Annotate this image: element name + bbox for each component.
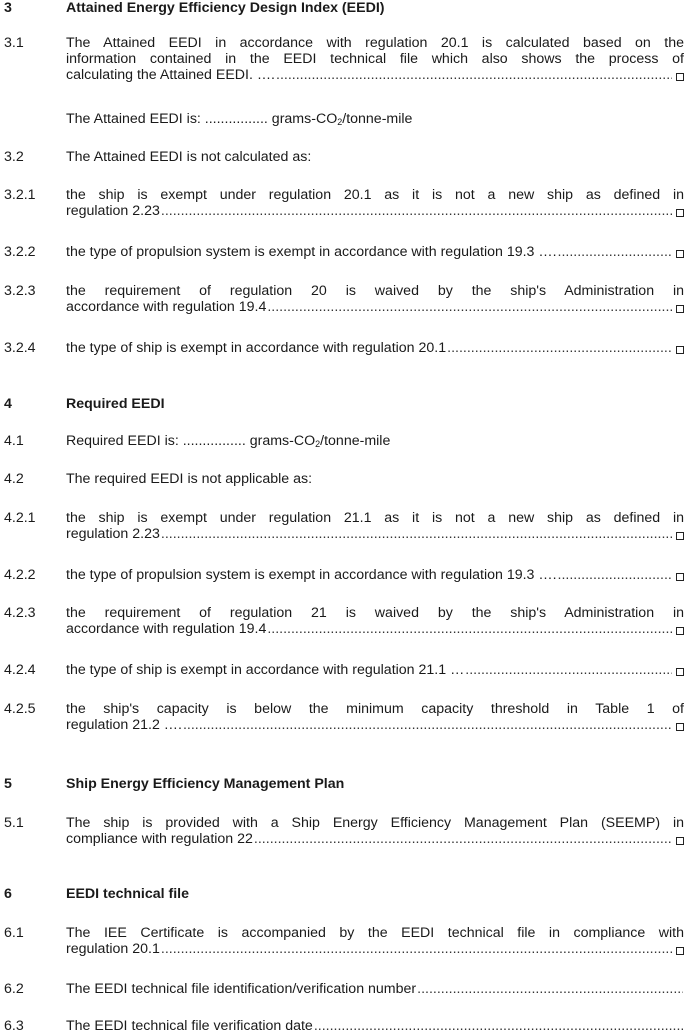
checkbox[interactable] [676,668,684,676]
item-text-line: The Attained EEDI in accordance with regulation 20.1 is calculated based on the [66,35,684,51]
item-number: 4.2.2 [4,567,36,583]
section-number: 5 [4,776,12,792]
item-text-line: regulation 2.23 [66,526,160,542]
checkbox[interactable] [676,209,684,217]
item-text: The required EEDI is not applicable as: [66,471,313,487]
item-number: 4.2 [4,471,24,487]
section-title: Required EEDI [66,396,165,412]
checkbox[interactable] [676,627,684,635]
checkbox[interactable] [676,532,684,540]
checkbox[interactable] [676,250,684,258]
item-number: 3.2.1 [4,187,36,203]
checkbox[interactable] [676,346,684,354]
section-number: 3 [4,0,12,16]
item-number: 6.2 [4,981,24,997]
item-text-line: accordance with regulation 19.4 [66,299,267,315]
item-number: 3.2.3 [4,283,36,299]
item-text-line: the ship's capacity is below the minimum capacity threshold in Table 1 of [66,701,684,717]
item-text: The EEDI technical file verification date [66,1018,313,1034]
item-text: the type of propulsion system is exempt in accordance with regulation 19.3 …. [66,244,557,260]
item-number: 3.2.2 [4,244,36,260]
item-text-line: accordance with regulation 19.4 [66,621,267,637]
item-number: 3.1 [4,35,24,51]
item-text-line: The ship is provided with a Ship Energy Efficiency Management Plan (SEEMP) in [66,815,684,831]
item-number: 4.2.5 [4,701,36,717]
checkbox[interactable] [676,837,684,845]
section-title: Ship Energy Efficiency Management Plan [66,776,345,792]
item-text-line: calculating the Attained EEDI. …. [66,67,275,83]
item-text: the type of ship is exempt in accordance with regulation 20.1 [66,340,447,356]
subscript: 2 [315,439,321,449]
item-text-line: the requirement of regulation 21 is waived by the ship's Administration in [66,605,684,621]
subscript: 2 [337,117,343,127]
item-text-line: the ship is exempt under regulation 20.1 as it is not a new ship as defined in [66,187,684,203]
item-text-line: regulation 20.1 [66,941,160,957]
item-number: 6.3 [4,1018,24,1034]
checkbox[interactable] [676,305,684,313]
item-text: the type of ship is exempt in accordance with regulation 21.1 … [66,662,465,678]
item-text-line: information contained in the EEDI technical file which also shows the process of [66,51,684,67]
item-number: 4.2.4 [4,662,36,678]
item-number: 4.1 [4,433,24,449]
value-label: Required EEDI is: ................ grams-CO [66,433,316,449]
item-text-line: regulation 2.23 [66,203,160,219]
item-number: 5.1 [4,815,24,831]
checkbox[interactable] [676,573,684,581]
item-number: 4.2.1 [4,510,36,526]
item-number: 3.2.4 [4,340,36,356]
value-unit: /tonne-mile [342,111,413,127]
item-text-line: the ship is exempt under regulation 21.1 as it is not a new ship as defined in [66,510,684,526]
value-unit: /tonne-mile [320,433,391,449]
item-number: 6.1 [4,925,24,941]
item-text-line: regulation 21.2 …. [66,717,182,733]
checkbox[interactable] [676,947,684,955]
item-text-line: the requirement of regulation 20 is waived by the ship's Administration in [66,283,684,299]
fill-in-line[interactable] [314,1018,683,1034]
item-text: the type of propulsion system is exempt in accordance with regulation 19.3 …. [66,567,557,583]
item-text: The Attained EEDI is not calculated as: [66,149,312,165]
item-text-line: compliance with regulation 22 [66,831,253,847]
section-title: Attained Energy Efficiency Design Index (EEDI) [66,0,385,16]
checkbox[interactable] [676,73,684,81]
value-label: The Attained EEDI is: ................ grams-CO [66,111,338,127]
item-number: 4.2.3 [4,605,36,621]
item-number: 3.2 [4,149,24,165]
section-number: 4 [4,396,12,412]
checkbox[interactable] [676,723,684,731]
item-text: The EEDI technical file identification/verification number [66,981,417,997]
section-number: 6 [4,886,12,902]
fill-in-line[interactable] [417,981,683,997]
item-text-line: The IEE Certificate is accompanied by the EEDI technical file in compliance with [66,925,684,941]
section-title: EEDI technical file [66,886,189,902]
